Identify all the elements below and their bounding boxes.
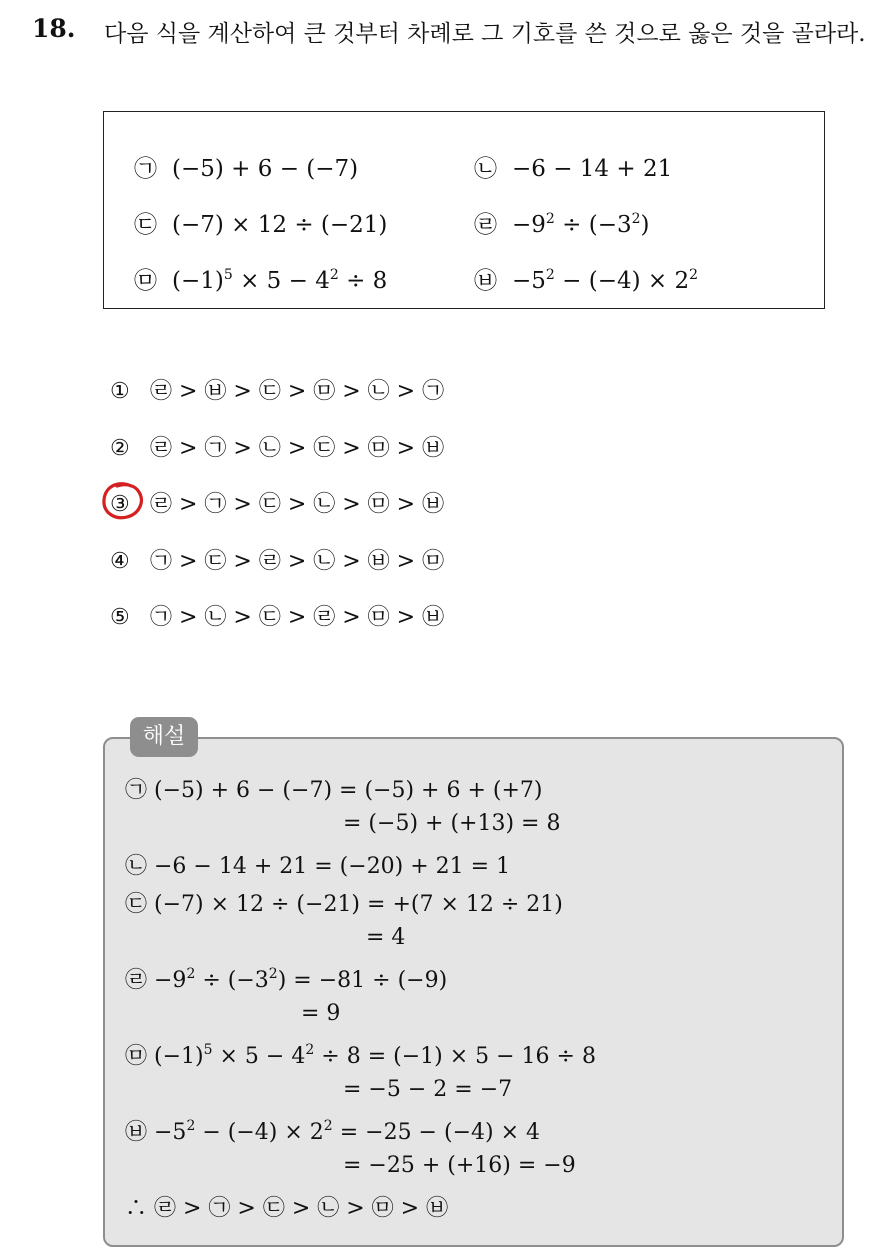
expression-label: ㉣ [474, 212, 497, 238]
expression-text: −6 − 14 + 21 [512, 156, 673, 182]
solution-line: = 9 [301, 1001, 341, 1026]
solution-line: ㉠ (−5) + 6 − (−7) = (−5) + 6 + (+7) [125, 778, 543, 803]
expression-text: $-5^2 - (-4) \times 2^2$ [512, 267, 699, 294]
expression-text: $(-1)^5 \times 5 - 4^2 \div 8$ [172, 267, 388, 294]
expression-item [134, 206, 387, 239]
choice-2[interactable] [110, 431, 444, 462]
solution-box [103, 737, 844, 1247]
expression-text: (−5) + 6 − (−7) [172, 156, 359, 182]
expression-item [474, 262, 698, 295]
choice-text: ㉣ > ㉠ > ㉡ > ㉢ > ㉤ > ㉥ [150, 436, 445, 461]
expression-text: $-9^2 \div (-3^2)$ [512, 211, 650, 238]
choice-text: ㉣ > ㉠ > ㉢ > ㉡ > ㉤ > ㉥ [150, 492, 445, 517]
question-text: 다음 식을 계산하여 큰 것부터 차례로 그 기호를 쓴 것으로 옳은 것을 골라라. [104, 21, 866, 47]
choice-number: ④ [110, 549, 130, 574]
choice-number: ② [110, 436, 130, 461]
solution-line: = −25 + (+16) = −9 [343, 1153, 576, 1178]
solution-line: ㉥ $-5^2 - (-4) \times 2^2 = -25 - (-4) \times 4$ [125, 1118, 540, 1145]
solution-line: ㉤ $(-1)^5 \times 5 - 4^2 \div 8 = (-1) \times 5 - 16 \div 8$ [125, 1042, 596, 1069]
solution-line: ㉡ −6 − 14 + 21 = (−20) + 21 = 1 [125, 854, 511, 879]
solution-line: = 4 [366, 925, 406, 950]
solution-line: = (−5) + (+13) = 8 [343, 811, 561, 836]
question-number: 18. [32, 14, 76, 43]
choice-text: ㉠ > ㉢ > ㉣ > ㉡ > ㉥ > ㉤ [150, 549, 445, 574]
solution-line: = −5 − 2 = −7 [343, 1077, 513, 1102]
choice-1[interactable] [110, 374, 444, 405]
expression-item [474, 150, 672, 183]
choice-4[interactable] [110, 544, 444, 575]
solution-line: ∴ ㉣ > ㉠ > ㉢ > ㉡ > ㉤ > ㉥ [125, 1196, 449, 1221]
expression-item [474, 206, 650, 239]
expression-label: ㉠ [134, 156, 157, 182]
expression-text: (−7) × 12 ÷ (−21) [172, 212, 388, 238]
solution-line: ㉣ $-9^2 \div (-3^2) = -81 \div (-9)$ [125, 966, 448, 993]
choice-text: ㉣ > ㉥ > ㉢ > ㉤ > ㉡ > ㉠ [150, 379, 445, 404]
expression-item [134, 150, 358, 183]
choice-text: ㉠ > ㉡ > ㉢ > ㉣ > ㉤ > ㉥ [150, 605, 445, 630]
choice-3[interactable] [110, 487, 444, 518]
choice-number: ⑤ [110, 605, 130, 630]
expression-box [103, 111, 825, 309]
choice-5[interactable] [110, 600, 444, 631]
solution-line: ㉢ (−7) × 12 ÷ (−21) = +(7 × 12 ÷ 21) [125, 892, 563, 917]
expression-label: ㉥ [474, 268, 497, 294]
choice-number: ③ [110, 492, 130, 517]
expression-label: ㉤ [134, 268, 157, 294]
expression-label: ㉡ [474, 156, 497, 182]
expression-label: ㉢ [134, 212, 157, 238]
answer-circle-mark-icon [101, 480, 147, 522]
choice-number: ① [110, 379, 130, 404]
expression-item [134, 262, 387, 295]
solution-title: 해설 [130, 717, 198, 757]
